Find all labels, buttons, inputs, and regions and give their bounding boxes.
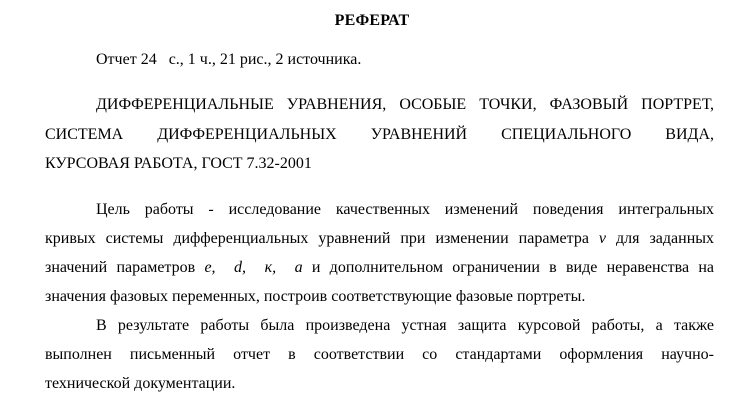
goal-line-3-text-a: значений параметров — [45, 259, 205, 276]
summary-line: Отчет 24 с., 1 ч., 21 рис., 2 источника. — [96, 51, 362, 68]
result-line-3: технической документации. — [45, 375, 236, 392]
result-line-1: В результате работы была произведена устная защита курсовой работы, а также — [96, 317, 714, 334]
goal-line-4: значения фазовых переменных, построив соответствующие фазовые портреты. — [45, 288, 586, 305]
goal-line-3 — [45, 258, 714, 278]
result-line-2: выполнен письменный отчет в соответствии со стандартами оформления научно- — [45, 346, 714, 363]
keywords-line-3: КУРСОВАЯ РАБОТА, ГОСТ 7.32-2001 — [45, 155, 312, 172]
parameter-v: v — [598, 230, 607, 247]
goal-line-1: Цель работы - исследование качественных изменений поведения интегральных — [96, 201, 714, 218]
keywords-line-1: ДИФФЕРЕНЦИАЛЬНЫЕ УРАВНЕНИЯ, ОСОБЫЕ ТОЧКИ, ФАЗОВЫЙ ПОРТРЕТ, — [96, 96, 714, 113]
goal-line-3-text-b: и дополнительном ограничении в виде неравенства на — [302, 259, 714, 276]
keywords-line-2: СИСТЕМА ДИФФЕРЕНЦИАЛЬНЫХ УРАВНЕНИЙ СПЕЦИАЛЬНОГО ВИДА, — [45, 126, 714, 143]
goal-line-2-text-a: кривых системы дифференциальных уравнений при изменении параметра — [45, 230, 599, 247]
abstract-title: РЕФЕРАТ — [334, 12, 410, 29]
parameters-list: e, d, к, a — [204, 259, 303, 276]
goal-line-2-text-b: для заданных — [606, 230, 715, 247]
goal-line-2 — [45, 229, 714, 249]
